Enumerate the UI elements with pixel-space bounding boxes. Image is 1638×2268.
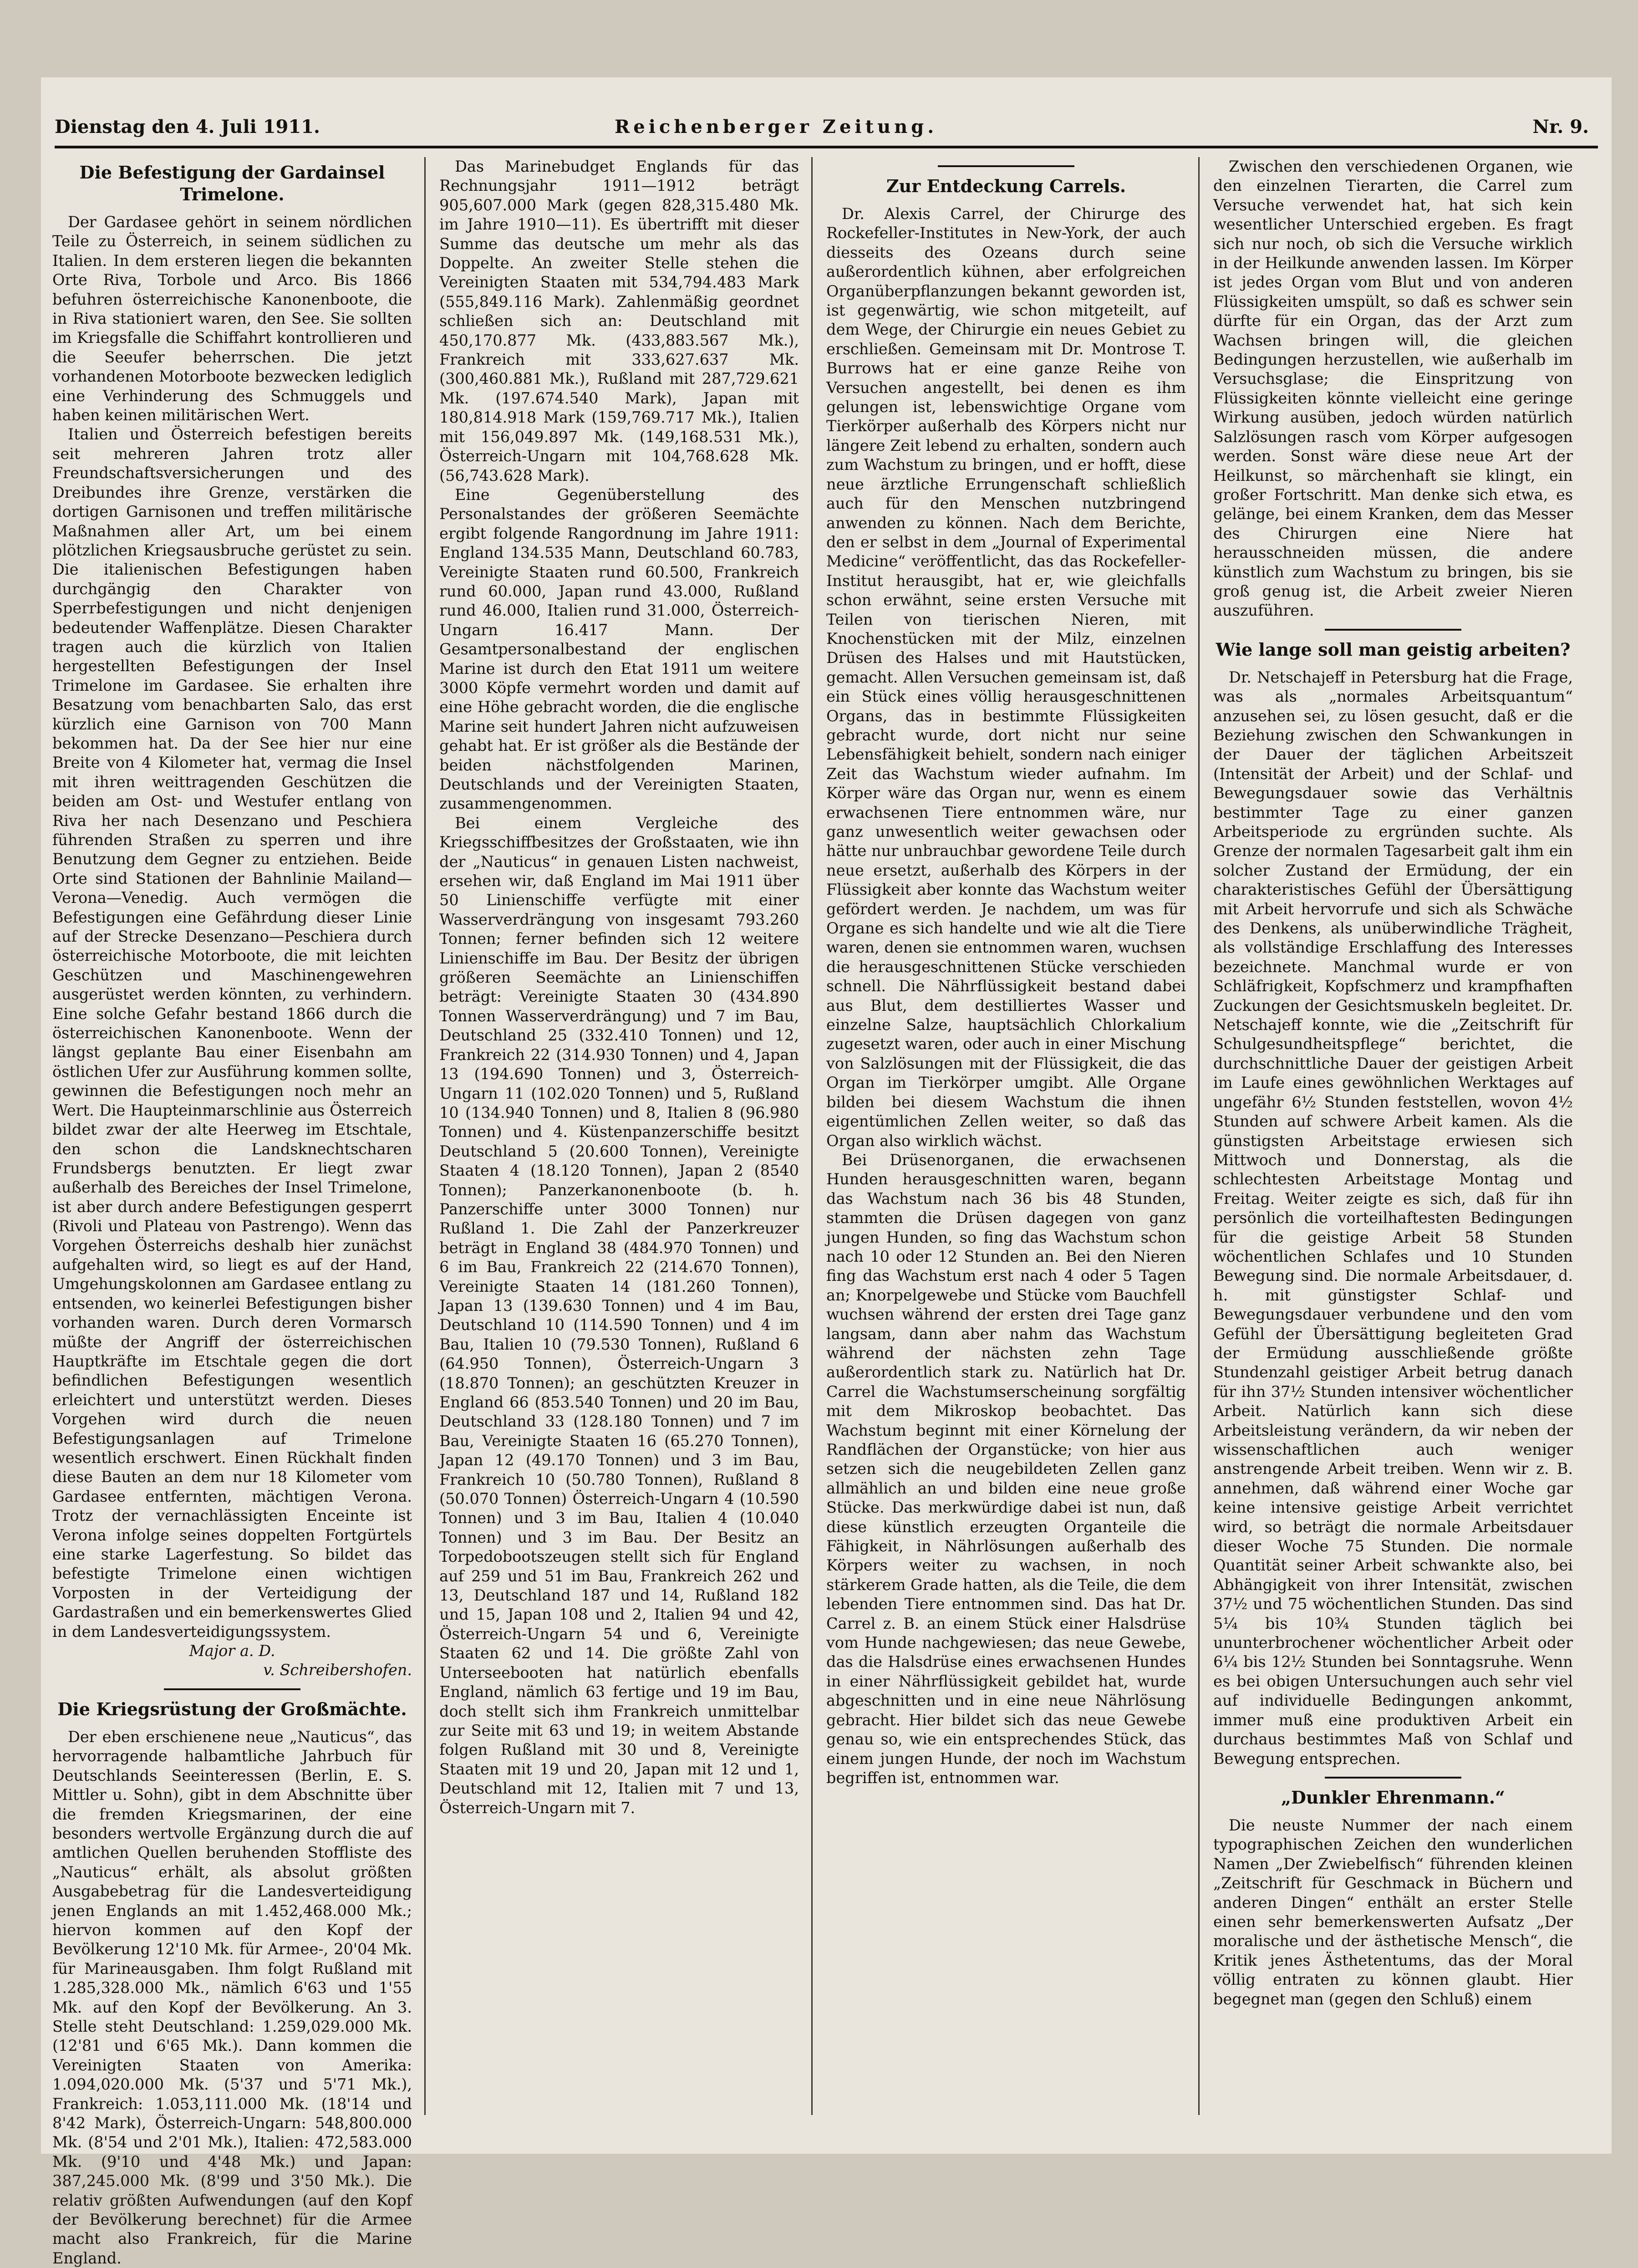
column-4 xyxy=(1213,157,1573,2115)
paragraph: Die neuste Nummer der nach einem typographischen Zeichen den wunderlichen Namen „Der Zwiebelfisch“ führenden kleinen „Zeitschrift für Geschmack in Büchern und anderen Dingen“ enthält an erster Stelle einen sehr bemerkenswerten Aufsatz „Der moralische und der ästhetische Mensch“, die Kritik jenes Ästhetentums, das der Moral völlig entraten zu können glaubt. Hier begegnet man (gegen den Schluß) einem xyxy=(1213,1816,1573,2008)
article-title: Die Befestigung der Gardainsel Trimelone. xyxy=(79,162,385,204)
article-title: Zur Entdeckung Carrels. xyxy=(886,176,1126,196)
paragraph: Das Marinebudget Englands für das Rechnungsjahr 1911—1912 beträgt 905,607.000 Mark (gegen 828,315.480 Mk. im Jahre 1910—11). Es übertrifft mit dieser Summe das deutsche um mehr als das Doppelte. An zweiter Stelle stehen die Vereinigten Staaten mit 534,794.483 Mark (555,849.116 Mark). Zahlenmäßig geordnet schließen sich an: Deutschland mit 450,170.877 Mk. (433,883.567 Mk.), Frankreich mit 333,627.637 Mk. (300,460.881 Mk.), Rußland mit 287,729.621 Mk. (197.674.540 Mark), Japan mit 180,814.918 Mark (159,769.717 Mk.), Italien mit 156,049.897 Mk. (149,168.531 Mk.), Österreich-Ungarn mit 104,768.628 Mk. (56,743.628 Mark). xyxy=(439,158,799,484)
header-paper-name: Reichenberger Zeitung. xyxy=(615,116,938,138)
column-rule xyxy=(811,157,813,2115)
paragraph: Der Gardasee gehört in seinem nördlichen Teile zu Österreich, in seinem südlichen zu Italien. In dem ersteren liegen die bekannten Orte Riva, Torbole und Arco. Bis 1866 befuhren österreichische Kanonenboote, die in Riva stationiert waren, den See. Sie sollten im Kriegsfalle die Schiffahrt kontrollieren und die Seeufer beherrschen. Die jetzt vorhandenen Motorboote bezwecken lediglich eine Verhinderung des Schmuggels und haben keinen militärischen Wert. xyxy=(52,213,412,424)
page-header xyxy=(55,100,1598,148)
article-title: Die Kriegsrüstung der Großmächte. xyxy=(57,1698,407,1719)
paragraph: Bei einem Vergleiche des Kriegsschiffbesitzes der Großstaaten, wie ihn der „Nauticus“ in genauen Listen nachweist, ersehen wir, daß England im Mai 1911 über 50 Linienschiffe verfügte mit einer Wasserverdrängung von insgesamt 793.260 Tonnen; ferner befinden sich 12 weitere Linienschiffe im Bau. Der Besitz der übrigen größeren Seemächte an Linienschiffen beträgt: Vereinigte Staaten 30 (434.890 Tonnen Wasserverdrängung) und 7 im Bau, Deutschland 25 (332.410 Tonnen) und 12, Frankreich 22 (314.930 Tonnen) und 4, Japan 13 (194.690 Tonnen) und 3, Österreich-Ungarn 11 (102.020 Tonnen) und 5, Rußland 10 (134.940 Tonnen) und 8, Italien 8 (96.980 Tonnen) und 4. Küstenpanzerschiffe besitzt Deutschland 5 (20.600 Tonnen), Vereinigte Staaten 4 (18.120 Tonnen), Japan 2 (8540 Tonnen); Panzerkanonenboote (b. h. Panzerschiffe unter 3000 Tonnen) nur Rußland 1. Die Zahl der Panzerkreuzer beträgt in England 38 (484.970 Tonnen) und 6 im Bau, Frankreich 22 (214.670 Tonnen), Vereinigte Staaten 14 (181.260 Tonnen), Japan 13 (139.630 Tonnen) und 4 im Bau, Deutschland 10 (114.590 Tonnen) und 4 im Bau, Italien 10 (79.530 Tonnen), Rußland 6 (64.950 Tonnen), Österreich-Ungarn 3 (18.870 Tonnen); an geschützten Kreuzer in England 66 (853.540 Tonnen) und 20 im Bau, Deutschland 33 (128.180 Tonnen) und 7 im Bau, Vereinigte Staaten 16 (65.270 Tonnen), Japan 12 (49.170 Tonnen) und 3 im Bau, Frankreich 10 (50.780 Tonnen), Rußland 8 (50.070 Tonnen) Österreich-Ungarn 4 (10.590 Tonnen) und 3 im Bau, Italien 4 (10.040 Tonnen) und 3 im Bau. Der Besitz an Torpedobootszeugen stellt sich für England auf 259 und 51 im Bau, Frankreich 262 und 13, Deutschland 187 und 14, Rußland 182 und 15, Japan 108 und 2, Italien 94 und 42, Österreich-Ungarn 54 und 6, Vereinigte Staaten 62 und 14. Die größte Zahl von Unterseebooten hat natürlich ebenfalls England, nämlich 63 fertige und 19 im Bau, doch stellt sich ihm Frankreich unmittelbar zur Seite mit 63 und 19; in weitem Abstande folgen Rußland mit 30 und 8, Vereinigte Staaten mit 19 und 20, Japan mit 12 und 1, Deutschland mit 12, Italien mit 7 und 13, Österreich-Ungarn mit 7. xyxy=(439,814,799,1817)
article-separator xyxy=(164,1688,300,1690)
article-title: „Dunkler Ehrenmann.“ xyxy=(1281,1787,1505,1808)
column-2 xyxy=(439,157,799,2115)
paragraph: Der eben erschienene neue „Nauticus“, das hervorragende halbamtliche Jahrbuch für Deutschlands Seeinteressen (Berlin, E. S. Mittler u. Sohn), gibt in dem Abschnitte über die fremden Kriegsmarinen, der eine besonders wertvolle Ergänzung durch die auf amtlichen Quellen beruhenden Stoffliste des „Nauticus“ erhält, als absolut größten Ausgabebetrag für die Landesverteidigung jenen Englands an mit 1.452,468.000 Mk.; hiervon kommen auf den Kopf der Bevölkerung 12'10 Mk. für Armee-, 20'04 Mk. für Marineausgaben. Ihm folgt Rußland mit 1.285,328.000 Mk., nämlich 6'63 und 1'55 Mk. auf den Kopf der Bevölkerung. An 3. Stelle steht Deutschland: 1.259,029.000 Mk. (12'81 und 6'65 Mk.). Dann kommen die Vereinigten Staaten von Amerika: 1.094,020.000 Mk. (5'37 und 5'71 Mk.), Frankreich: 1.053,111.000 Mk. (18'14 und 8'42 Mark), Österreich-Ungarn: 548,800.000 Mk. (8'54 und 2'01 Mk.), Italien: 472,583.000 Mk. (9'10 und 4'48 Mk.) und Japan: 387,245.000 Mk. (8'99 und 3'50 Mk.). Die relativ größten Aufwendungen (auf den Kopf der Bevölkerung berechnet) für die Armee macht also Frankreich, für die Marine England. xyxy=(52,1728,412,2267)
paragraph: Bei Drüsenorganen, die erwachsenen Hunden herausgeschnitten waren, begann das Wachstum nach 36 bis 48 Stunden, stammten die Drüsen dagegen von ganz jungen Hunden, so fing das Wachstum schon nach 10 oder 12 Stunden an. Bei den Nieren fing das Wachstum erst nach 4 oder 5 Tagen an; Knorpelgewebe und Stücke vom Bauchfell wuchsen während der ersten drei Tage ganz langsam, dann aber nahm das Wachstum während der nächsten zehn Tage außerordentlich stark zu. Natürlich hat Dr. Carrel die Wachstumserscheinung sorgfältig mit dem Mikroskop beobachtet. Das Wachstum beginnt mit einer Körnelung der Randflächen der Organstücke; von hier aus setzen sich die neugebildeten Zellen ganz allmählich an und bilden eine neue große Stücke. Das merkwürdige dabei ist nun, daß diese künstlich erzeugten Organteile die Fähigkeit, in Nährlösungen außerhalb des Körpers weiter zu wachsen, in noch stärkerem Grade hatten, als die Teile, die dem lebenden Tiere entnommen sind. Das hat Dr. Carrel z. B. an einem Stück einer Halsdrüse vom Hunde nachgewiesen; das neue Gewebe, das die Halsdrüse eines erwachsenen Hundes in einer Nährflüssigkeit gebildet hat, wurde abgeschnitten und in eine neue Nährlösung gebracht. Hier bildet sich das neue Gewebe genau so, wie ein entsprechendes Stück, das einem jungen Hunde, der noch im Wachstum begriffen ist, entnommen war. xyxy=(826,1151,1186,1787)
column-3 xyxy=(826,157,1186,2115)
paragraph: Dr. Alexis Carrel, der Chirurge des Rockefeller-Institutes in New-York, der auch diesseits des Ozeans durch seine außerordentlich kühnen, aber erfolgreichen Organüberpflanzungen bekannt geworden ist, ist gegenwärtig, wie schon mitgeteilt, auf dem Wege, der Chirurgie ein neues Gebiet zu erschließen. Gemeinsam mit Dr. Montrose T. Burrows hat er eine ganze Reihe von Versuchen angestellt, bei denen es ihm gelungen ist, lebenswichtige Organe vom Tierkörper außerhalb des Körpers nicht nur längere Zeit lebend zu erhalten, sondern auch zum Wachstum zu bringen, und er hofft, diese neue ärztliche Errungenschaft schließlich auch für den Menschen nutzbringend anwenden zu können. Nach dem Berichte, den er selbst in dem „Journal of Experimental Medicine“ veröffentlicht, das das Rockefeller-Institut herausgibt, hat er, wie gleichfalls schon erwähnt, seine ersten Versuche mit Teilen von tierischen Nieren, mit Knochenstücken mit der Milz, einzelnen Drüsen des Halses und mit Hautstücken, gemacht. Allen Versuchen gemeinsam ist, daß ein Stück eines völlig herausgeschnittenen Organs, das in bestimmte Flüssigkeiten gebracht wurde, dort nicht nur seine Lebensfähigkeit behielt, sondern nach einiger Zeit das Wachstum wieder aufnahm. Im Körper wäre das Organ nur, wenn es einem erwachsenen Tiere entnommen wäre, nur ganz unwesentlich weiter gewachsen oder hätte nur unbrauchbar gewordene Teile durch neue ersetzt, außerhalb des Körpers in der Flüssigkeit aber konnte das Wachstum weiter gefördert werden. Je nachdem, um was für Organe es sich handelte und wie alt die Tiere waren, denen sie entnommen waren, wuchsen die herausgeschnittenen Stücke verschieden schnell. Die Nährflüssigkeit bestand dabei aus Blut, dem destilliertes Wasser und einzelne Salze, hauptsächlich Chlorkalium zugesetzt waren, oder auch in einer Mischung von Salzlösungen mit der Flüssigkeit, die das Organ im Tierkörper umgibt. Alle Organe bilden bei diesem Wachstum die ihnen eigentümlichen Zellen weiter, so daß das Organ also wirklich wächst. xyxy=(826,205,1186,1150)
article-signature xyxy=(52,1641,412,1680)
column-1 xyxy=(52,157,412,2267)
paragraph: Eine Gegenüberstellung des Personalstandes der größeren Seemächte ergibt folgende Rangordnung im Jahre 1911: England 134.535 Mann, Deutschland 60.783, Vereinigte Staaten rund 60.500, Frankreich rund 60.000, Japan rund 43.000, Rußland rund 46.000, Italien rund 31.000, Österreich-Ungarn 16.417 Mann. Der Gesamtpersonalbestand der englischen Marine ist durch den Etat 1911 um weitere 3000 Köpfe vermehrt worden und damit auf eine Höhe gebracht worden, die die englische Marine seit hundert Jahren nicht aufzuweisen gehabt hat. Er ist größer als die Bestände der beiden nächstfolgenden Marinen, Deutschlands und der Vereinigten Staaten, zusammengenommen. xyxy=(439,485,799,813)
paragraph: Italien und Österreich befestigen bereits seit mehreren Jahren trotz aller Freundschaftsversicherungen und des Dreibundes ihre Grenze, verstärken die dortigen Garnisonen und treffen militärische Maßnahmen aller Art, um bei einem plötzlichen Kriegsausbruche gerüstet zu sein. Die italienischen Befestigungen haben durchgängig den Charakter von Sperrbefestigungen und nicht denjenigen bedeutender Waffenplätze. Diesen Charakter tragen auch die kürzlich von Italien hergestellten Befestigungen der Insel Trimelone im Gardasee. Sie erhalten ihre Besatzung vom benachbarten Salo, das erst kürzlich eine Garnison von 700 Mann bekommen hat. Da der See hier nur eine Breite von 4 Kilometer hat, vermag die Insel mit ihren weittragenden Geschützen die beiden am Ost- und Westufer entlang von Riva her nach Desenzano und Peschiera führenden Straßen zu sperren und ihre Benutzung dem Gegner zu entziehen. Beide Orte sind Stationen der Bahnlinie Mailand—Verona—Venedig. Auch vermögen die Befestigungen eine Gefährdung dieser Linie auf der Strecke Desenzano—Peschiera durch österreichische Motorboote, die mit leichten Geschützen und Maschinengewehren ausgerüstet werden könnten, zu verhindern. Eine solche Gefahr bestand 1866 durch die österreichischen Kanonenboote. Wenn der längst geplante Bau einer Eisenbahn am östlichen Ufer zur Ausführung kommen sollte, gewinnen die Befestigungen noch mehr an Wert. Die Haupteinmarschlinie aus Österreich bildet zwar der alte Heerweg im Etschtale, den schon die Landsknechtscharen Frundsbergs benutzten. Er liegt zwar außerhalb des Bereiches der Insel Trimelone, ist aber durch andere Befestigungen gesperrt (Rivoli und Plateau von Pastrengo). Wenn das Vorgehen Österreichs deshalb hier zunächst aufgehalten wird, so liegt es auf der Hand, Umgehungskolonnen am Gardasee entlang zu entsenden, wo keinerlei Befestigungen bisher vorhanden waren. Durch deren Vormarsch müßte der Angriff der österreichischen Hauptkräfte im Etschtale gegen die dort befindlichen Befestigungen wesentlich erleichtert und unterstützt werden. Dieses Vorgehen wird durch die neuen Befestigungsanlagen auf Trimelone wesentlich erschwert. Einen Rückhalt finden diese Bauten an dem nur 18 Kilometer vom Gardasee entfernten, mächtigen Verona. Trotz der vernachlässigten Enceinte ist Verona infolge seines doppelten Fortgürtels eine starke Lagerfestung. So bildet das befestigte Trimelone einen wichtigen Vorposten in der Verteidigung der Gardastraßen und ein bemerkenswertes Glied in dem Landesverteidigungssystem. xyxy=(52,425,412,1641)
article-title: Wie lange soll man geistig arbeiten? xyxy=(1216,639,1571,660)
header-date: Dienstag den 4. Juli 1911. xyxy=(55,116,320,138)
article-separator xyxy=(1325,1777,1461,1779)
signature-name: v. Schreibershofen. xyxy=(263,1661,412,1679)
article-separator xyxy=(938,165,1074,167)
newspaper-page xyxy=(41,77,1612,2267)
column-rule xyxy=(424,157,426,2115)
header-page-number: Nr. 9. xyxy=(1532,116,1589,138)
column-rule xyxy=(1198,157,1200,2115)
paragraph: Zwischen den verschiedenen Organen, wie den einzelnen Tierarten, die Carrel zum Versuche verwendet hat, hat sich kein wesentlicher Unterschied ergeben. Es fragt sich nur noch, ob sich die Versuche wirklich in der Heilkunde anwenden lassen. Im Körper ist jedes Organ vom Blut und von anderen Flüssigkeiten umspült, so daß es schwer sein dürfte für ein Organ, das der Arzt zum Wachsen bringen will, die gleichen Bedingungen herzustellen, wie außerhalb im Versuchsglase; die Einspritzung von Flüssigkeiten könnte vielleicht eine geringe Wirkung ausüben, jedoch würden natürlich Salzlösungen rasch vom Körper aufgesogen werden. Sonst wäre diese neue Art der Heilkunst, so märchenhaft sie klingt, ein großer Fortschritt. Man denke sich etwa, es gelänge, bei einem Kranken, dem das Messer des Chirurgen eine Niere hat herausschneiden müssen, die andere künstlich zum Wachstum zu bringen, bis sie groß genug ist, die Arbeit zweier Nieren auszuführen. xyxy=(1213,158,1573,620)
paragraph: Dr. Netschajeff in Petersburg hat die Frage, was als „normales Arbeitsquantum“ anzusehen sei, zu lösen gesucht, daß er die Beziehung zwischen den Schwankungen in der Dauer der täglichen Arbeitszeit (Intensität der Arbeit) und der Schlaf- und Bewegungsdauer sowie das Verhältnis bestimmter Tage zu einer ganzen Arbeitsperiode zu ergründen suchte. Als Grenze der normalen Tagesarbeit galt ihm ein solcher Zustand der Ermüdung, der ein charakteristisches Gefühl der Übersättigung mit Arbeit hervorrufe und sich als Schwäche des Denkens, als unüberwindliche Trägheit, als vollständige Erschlaffung des Interesses bezeichnete. Manchmal wurde er von Schläfrigkeit, Kopfschmerz und krampfhaften Zuckungen der Gesichtsmuskeln begleitet. Dr. Netschajeff konnte, wie die „Zeitschrift für Schulgesundheitspflege“ berichtet, die durchschnittliche Dauer der geistigen Arbeit im Laufe eines gewöhnlichen Werktages auf ungefähr 6½ Stunden feststellen, wovon 4½ Stunden auf schwere Arbeit kamen. Als die günstigsten Arbeitstage erwiesen sich Mittwoch und Donnerstag, als die schlechtesten Arbeitstage Montag und Freitag. Weiter zeigte es sich, daß für ihn persönlich die vorteilhaftesten Bedingungen für die geistige Arbeit 58 Stunden wöchentlichen Schlafes und 10 Stunden Bewegung sind. Die normale Arbeitsdauer, d. h. mit günstigster Schlaf- und Bewegungsdauer verbundene und den vom Gefühl der Übersättigung begleiteten Grad der Ermüdung ausschließende größte Stundenzahl geistiger Arbeit betrug danach für ihn 37½ Stunden intensiver wöchentlicher Arbeit. Natürlich kann sich diese Arbeitsleistung verändern, da wir neben der wissenschaftlichen auch weniger anstrengende Arbeit treiben. Wenn wir z. B. annehmen, daß während einer Woche gar keine intensive geistige Arbeit verrichtet wird, so beträgt die normale Arbeitsdauer dieser Woche 75 Stunden. Die normale Quantität seiner Arbeit schwankte also, bei Abhängigkeit von ihrer Intensität, zwischen 37½ und 75 wöchentlichen Stunden. Das sind 5¼ bis 10¾ Stunden täglich bei ununterbrochener wöchentlicher Arbeit oder 6¼ bis 12½ Stunden bei Sonntagsruhe. Wenn es bei obigen Untersuchungen auch sehr viel auf individuelle Bedingungen ankommt, immer muß eine produktiven Arbeit ein durchaus bestimmtes Maß von Schlaf und Bewegung entsprechen. xyxy=(1213,668,1573,1768)
signature-rank: Major a. D. xyxy=(189,1642,275,1660)
article-separator xyxy=(1325,629,1461,631)
